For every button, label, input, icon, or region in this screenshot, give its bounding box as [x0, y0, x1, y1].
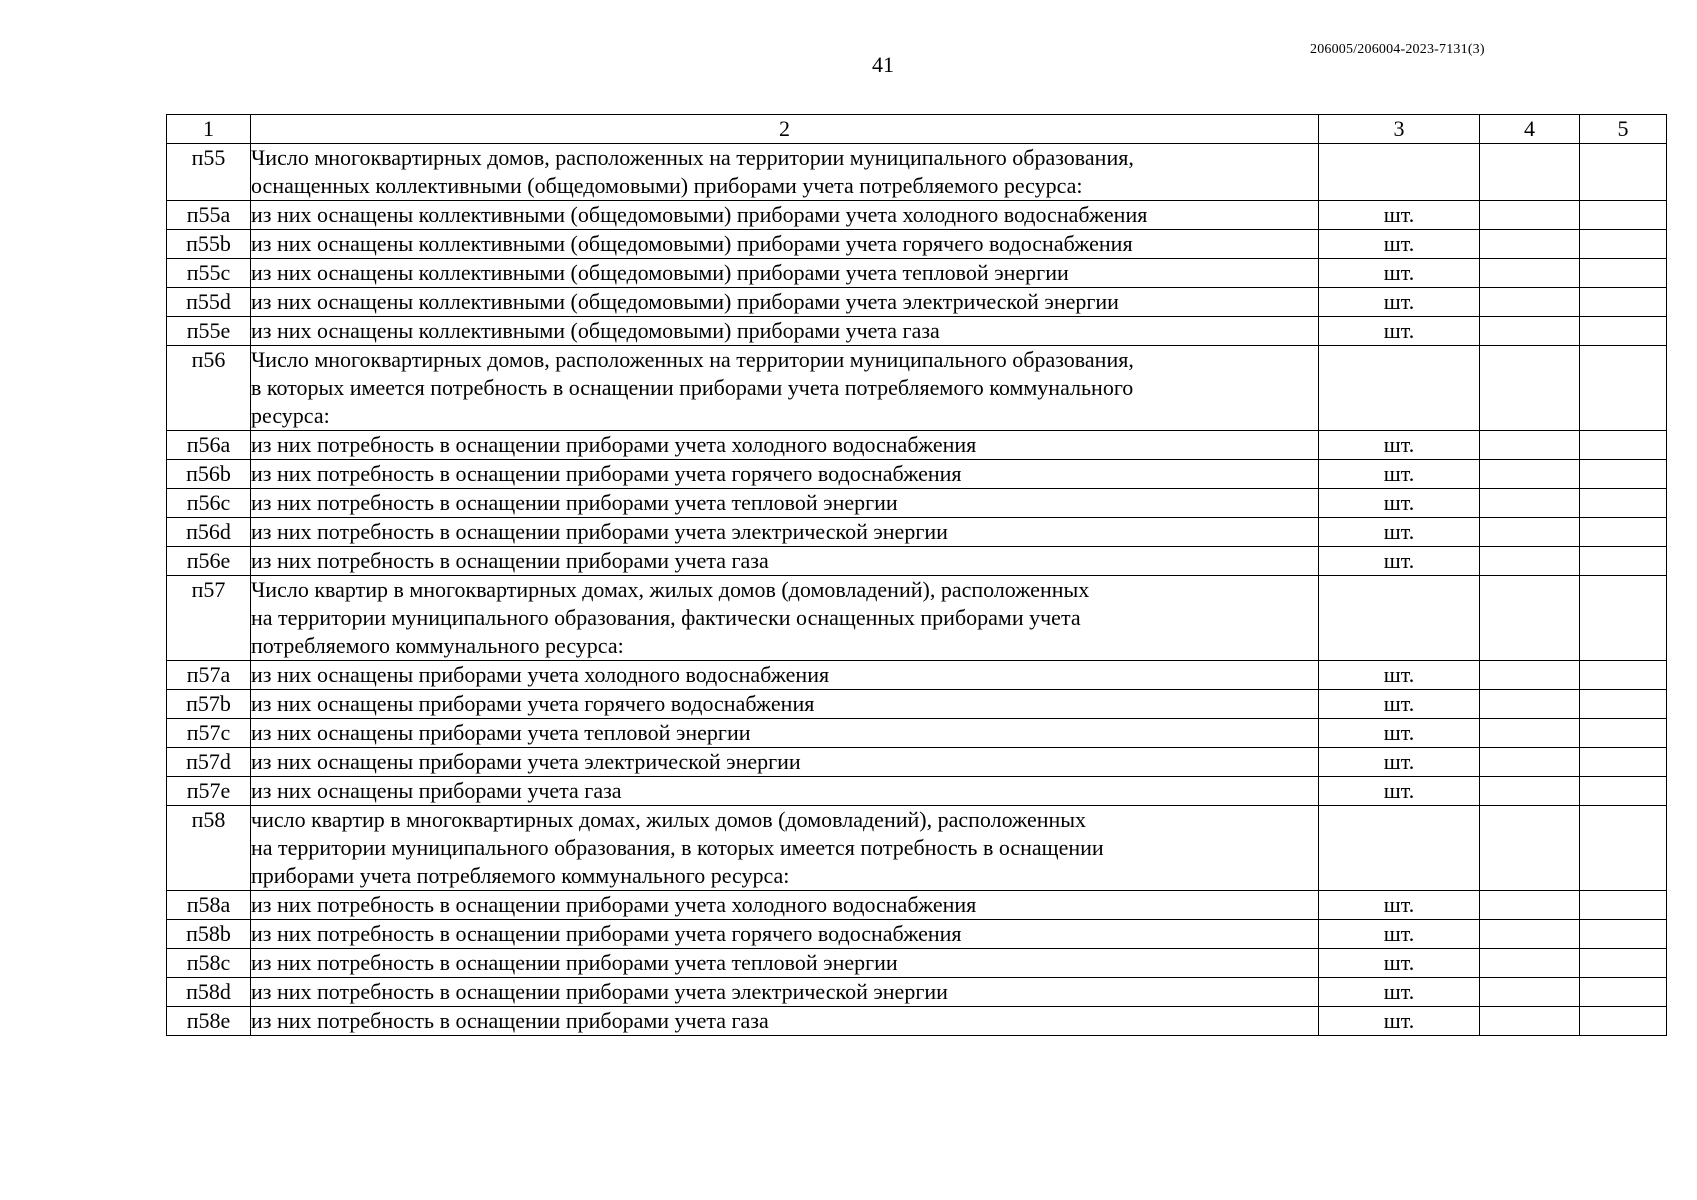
- table-row: [167, 460, 1667, 489]
- row-code: п55d: [167, 288, 251, 317]
- value-col-5: [1580, 144, 1667, 201]
- row-unit: шт.: [1319, 518, 1480, 547]
- row-code: п58c: [167, 949, 251, 978]
- description-line: Число многоквартирных домов, расположенных на территории муниципального образования,: [251, 145, 1134, 170]
- row-code: п57a: [167, 661, 251, 690]
- row-unit: [1319, 806, 1480, 891]
- row-code: п58b: [167, 920, 251, 949]
- description-line: из них потребность в оснащении приборами учета горячего водоснабжения: [251, 921, 962, 946]
- value-col-4: [1480, 259, 1580, 288]
- value-col-5: [1580, 201, 1667, 230]
- value-col-5: [1580, 259, 1667, 288]
- value-col-4: [1480, 489, 1580, 518]
- page-number: 41: [872, 52, 894, 77]
- row-description: [251, 661, 1319, 690]
- description-line: из них потребность в оснащении приборами учета электрической энергии: [251, 519, 948, 544]
- row-description: [251, 201, 1319, 230]
- row-code: п57e: [167, 777, 251, 806]
- value-col-4: [1480, 920, 1580, 949]
- table-header-row: [167, 115, 1667, 144]
- description-line: в которых имеется потребность в оснащении приборами учета потребляемого коммунального: [251, 375, 1134, 400]
- row-description: [251, 460, 1319, 489]
- value-col-5: [1580, 748, 1667, 777]
- table-row: [167, 777, 1667, 806]
- table-row: [167, 719, 1667, 748]
- description-line: из них потребность в оснащении приборами учета холодного водоснабжения: [251, 892, 977, 917]
- value-col-4: [1480, 949, 1580, 978]
- table-row: [167, 690, 1667, 719]
- table-row: [167, 259, 1667, 288]
- value-col-4: [1480, 576, 1580, 661]
- value-col-4: [1480, 317, 1580, 346]
- row-code: п55b: [167, 230, 251, 259]
- value-col-5: [1580, 230, 1667, 259]
- description-line: из них оснащены приборами учета газа: [251, 778, 622, 803]
- value-col-5: [1580, 431, 1667, 460]
- description-line: из них потребность в оснащении приборами учета газа: [251, 548, 769, 573]
- row-unit: шт.: [1319, 891, 1480, 920]
- table-row: [167, 1007, 1667, 1036]
- value-col-4: [1480, 806, 1580, 891]
- row-code: п56c: [167, 489, 251, 518]
- description-line: из них оснащены коллективными (общедомовыми) приборами учета газа: [251, 318, 940, 343]
- table-row: [167, 949, 1667, 978]
- row-description: [251, 1007, 1319, 1036]
- description-line: из них оснащены коллективными (общедомовыми) приборами учета холодного водоснабжения: [251, 202, 1148, 227]
- table-row: [167, 547, 1667, 576]
- table-row: [167, 346, 1667, 431]
- row-unit: шт.: [1319, 777, 1480, 806]
- row-code: п58d: [167, 978, 251, 1007]
- value-col-5: [1580, 1007, 1667, 1036]
- description-line: из них оснащены приборами учета электрической энергии: [251, 749, 801, 774]
- row-description: [251, 719, 1319, 748]
- row-description: [251, 806, 1319, 891]
- report-table: [166, 114, 1667, 1036]
- row-unit: шт.: [1319, 719, 1480, 748]
- row-code: п55e: [167, 317, 251, 346]
- value-col-4: [1480, 978, 1580, 1007]
- description-line: из них оснащены приборами учета тепловой энергии: [251, 720, 751, 745]
- row-code: п57d: [167, 748, 251, 777]
- row-code: п57: [167, 576, 251, 661]
- row-description: [251, 431, 1319, 460]
- row-code: п56a: [167, 431, 251, 460]
- row-description: [251, 518, 1319, 547]
- table-row: [167, 920, 1667, 949]
- value-col-4: [1480, 547, 1580, 576]
- row-description: [251, 748, 1319, 777]
- description-line: из них оснащены коллективными (общедомовыми) приборами учета тепловой энергии: [251, 260, 1069, 285]
- row-unit: шт.: [1319, 259, 1480, 288]
- value-col-5: [1580, 346, 1667, 431]
- value-col-5: [1580, 777, 1667, 806]
- description-line: Число квартир в многоквартирных домах, жилых домов (домовладений), расположенных: [251, 577, 1090, 602]
- value-col-5: [1580, 891, 1667, 920]
- row-description: [251, 920, 1319, 949]
- row-unit: шт.: [1319, 317, 1480, 346]
- row-description: [251, 949, 1319, 978]
- value-col-5: [1580, 547, 1667, 576]
- row-code: п55c: [167, 259, 251, 288]
- column-header-3: 3: [1319, 115, 1480, 144]
- row-code: п55: [167, 144, 251, 201]
- table-row: [167, 891, 1667, 920]
- table-row: [167, 978, 1667, 1007]
- row-description: [251, 547, 1319, 576]
- description-line: на территории муниципального образования, в которых имеется потребность в оснащении: [251, 835, 1104, 860]
- row-unit: шт.: [1319, 547, 1480, 576]
- value-col-4: [1480, 346, 1580, 431]
- value-col-5: [1580, 460, 1667, 489]
- row-unit: шт.: [1319, 748, 1480, 777]
- value-col-5: [1580, 288, 1667, 317]
- row-unit: шт.: [1319, 949, 1480, 978]
- row-description: [251, 777, 1319, 806]
- value-col-4: [1480, 288, 1580, 317]
- row-code: п58e: [167, 1007, 251, 1036]
- row-unit: шт.: [1319, 431, 1480, 460]
- value-col-5: [1580, 489, 1667, 518]
- row-unit: шт.: [1319, 489, 1480, 518]
- row-description: [251, 230, 1319, 259]
- value-col-5: [1580, 719, 1667, 748]
- value-col-4: [1480, 748, 1580, 777]
- row-code: п55a: [167, 201, 251, 230]
- row-unit: шт.: [1319, 1007, 1480, 1036]
- description-line: из них потребность в оснащении приборами учета горячего водоснабжения: [251, 461, 962, 486]
- value-col-5: [1580, 518, 1667, 547]
- value-col-4: [1480, 460, 1580, 489]
- table-row: [167, 431, 1667, 460]
- description-line: из них оснащены приборами учета холодного водоснабжения: [251, 662, 830, 687]
- table-row: [167, 518, 1667, 547]
- value-col-5: [1580, 978, 1667, 1007]
- description-line: оснащенных коллективными (общедомовыми) приборами учета потребляемого ресурса:: [251, 173, 1083, 198]
- description-line: из них потребность в оснащении приборами учета тепловой энергии: [251, 490, 898, 515]
- document-id: 206005/206004-2023-7131(3): [1310, 42, 1485, 57]
- row-code: п58a: [167, 891, 251, 920]
- description-line: из них потребность в оснащении приборами учета газа: [251, 1008, 769, 1033]
- row-unit: шт.: [1319, 201, 1480, 230]
- row-code: п56b: [167, 460, 251, 489]
- description-line: приборами учета потребляемого коммунального ресурса:: [251, 863, 790, 888]
- table-row: [167, 230, 1667, 259]
- row-description: [251, 690, 1319, 719]
- value-col-5: [1580, 661, 1667, 690]
- row-unit: [1319, 144, 1480, 201]
- row-unit: [1319, 576, 1480, 661]
- value-col-4: [1480, 201, 1580, 230]
- row-unit: [1319, 346, 1480, 431]
- description-line: на территории муниципального образования, фактически оснащенных приборами учета: [251, 605, 1081, 630]
- row-description: [251, 576, 1319, 661]
- table-row: [167, 806, 1667, 891]
- row-code: п56d: [167, 518, 251, 547]
- value-col-5: [1580, 576, 1667, 661]
- value-col-4: [1480, 777, 1580, 806]
- value-col-4: [1480, 1007, 1580, 1036]
- row-description: [251, 144, 1319, 201]
- table-row: [167, 748, 1667, 777]
- description-line: из них потребность в оснащении приборами учета холодного водоснабжения: [251, 432, 977, 457]
- description-line: из них потребность в оснащении приборами учета тепловой энергии: [251, 950, 898, 975]
- row-description: [251, 891, 1319, 920]
- table-row: [167, 576, 1667, 661]
- row-code: п57b: [167, 690, 251, 719]
- row-description: [251, 978, 1319, 1007]
- table-body: [167, 144, 1667, 1036]
- value-col-4: [1480, 518, 1580, 547]
- row-description: [251, 259, 1319, 288]
- value-col-4: [1480, 661, 1580, 690]
- description-line: число квартир в многоквартирных домах, жилых домов (домовладений), расположенных: [251, 807, 1087, 832]
- column-header-5: 5: [1580, 115, 1667, 144]
- row-description: [251, 346, 1319, 431]
- row-code: п56: [167, 346, 251, 431]
- value-col-4: [1480, 891, 1580, 920]
- description-line: потребляемого коммунального ресурса:: [251, 633, 624, 658]
- row-unit: шт.: [1319, 288, 1480, 317]
- row-code: п56e: [167, 547, 251, 576]
- value-col-5: [1580, 317, 1667, 346]
- column-header-2: 2: [251, 115, 1319, 144]
- row-description: [251, 288, 1319, 317]
- description-line: из них потребность в оснащении приборами учета электрической энергии: [251, 979, 948, 1004]
- table-row: [167, 489, 1667, 518]
- table-row: [167, 317, 1667, 346]
- row-unit: шт.: [1319, 661, 1480, 690]
- description-line: Число многоквартирных домов, расположенных на территории муниципального образования,: [251, 347, 1134, 372]
- table-row: [167, 144, 1667, 201]
- row-unit: шт.: [1319, 230, 1480, 259]
- row-unit: шт.: [1319, 978, 1480, 1007]
- value-col-4: [1480, 230, 1580, 259]
- table-row: [167, 288, 1667, 317]
- row-code: п58: [167, 806, 251, 891]
- value-col-5: [1580, 920, 1667, 949]
- description-line: из них оснащены коллективными (общедомовыми) приборами учета электрической энергии: [251, 289, 1119, 314]
- row-description: [251, 489, 1319, 518]
- value-col-4: [1480, 719, 1580, 748]
- column-header-4: 4: [1480, 115, 1580, 144]
- description-line: из них оснащены приборами учета горячего водоснабжения: [251, 691, 815, 716]
- description-line: из них оснащены коллективными (общедомовыми) приборами учета горячего водоснабжения: [251, 231, 1133, 256]
- row-description: [251, 317, 1319, 346]
- column-header-1: 1: [167, 115, 251, 144]
- value-col-4: [1480, 144, 1580, 201]
- row-code: п57c: [167, 719, 251, 748]
- value-col-4: [1480, 431, 1580, 460]
- description-line: ресурса:: [251, 403, 330, 428]
- value-col-4: [1480, 690, 1580, 719]
- value-col-5: [1580, 690, 1667, 719]
- table-row: [167, 661, 1667, 690]
- value-col-5: [1580, 806, 1667, 891]
- row-unit: шт.: [1319, 690, 1480, 719]
- table-row: [167, 201, 1667, 230]
- row-unit: шт.: [1319, 460, 1480, 489]
- value-col-5: [1580, 949, 1667, 978]
- row-unit: шт.: [1319, 920, 1480, 949]
